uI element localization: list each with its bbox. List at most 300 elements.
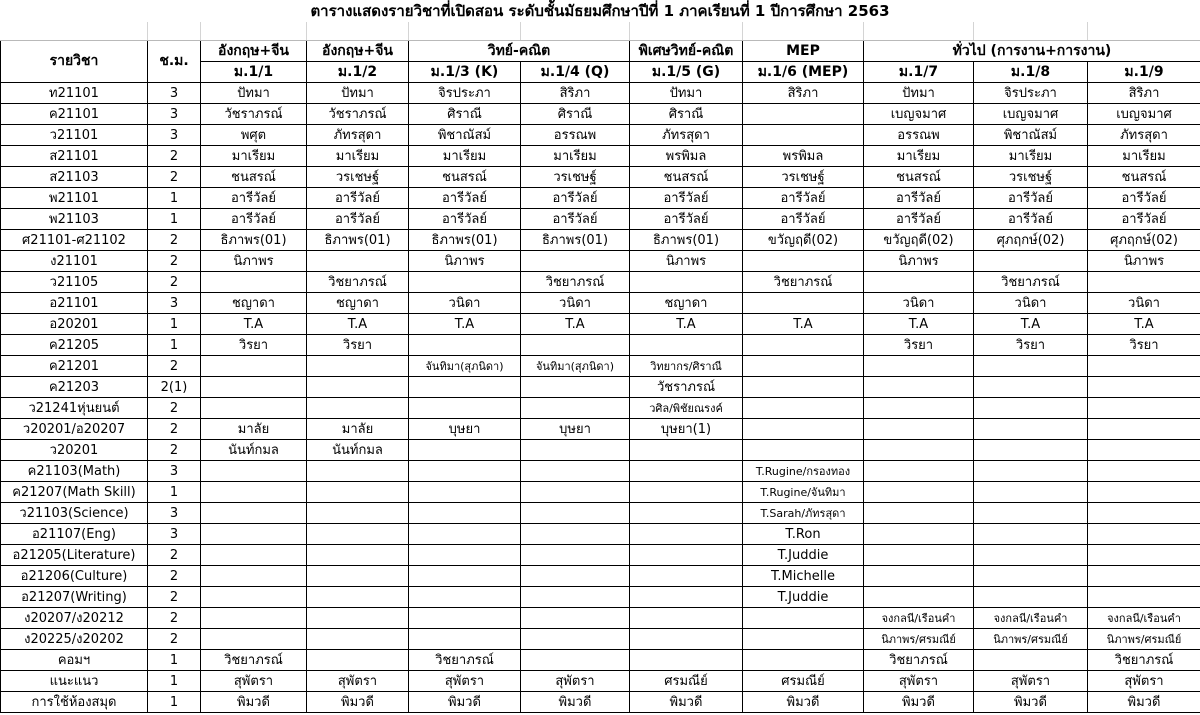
teacher-cell: ศิราณี (409, 104, 521, 125)
hours-cell: 2 (148, 440, 201, 461)
teacher-cell: วัชราภรณ์ (201, 104, 307, 125)
teacher-cell: อารีวัลย์ (307, 188, 409, 209)
teacher-cell: T.A (307, 314, 409, 335)
teacher-cell: นิภาพร/ศรมณีย์ (864, 629, 974, 650)
teacher-cell (201, 524, 307, 545)
teacher-cell (1088, 440, 1200, 461)
teacher-cell (201, 545, 307, 566)
table-row (1, 83, 1200, 104)
teacher-cell: พิมวดี (307, 692, 409, 713)
teacher-cell (974, 482, 1088, 503)
teacher-cell: T.A (521, 314, 630, 335)
hours-cell: 1 (148, 314, 201, 335)
subject-cell: พ21101 (1, 188, 148, 209)
teacher-cell (201, 608, 307, 629)
hours-cell: 1 (148, 482, 201, 503)
teacher-cell: ภัทรสุดา (630, 125, 743, 146)
teacher-cell: ชนสรณ์ (409, 167, 521, 188)
table-row (1, 251, 1200, 272)
hours-cell: 1 (148, 671, 201, 692)
hours-cell: 2 (148, 146, 201, 167)
teacher-cell: วิชยาภรณ์ (864, 650, 974, 671)
teacher-cell (864, 398, 974, 419)
teacher-cell: ชญาดา (307, 293, 409, 314)
teacher-cell: สุพัตรา (521, 671, 630, 692)
group-header: อังกฤษ+จีน (201, 41, 307, 62)
teacher-cell (864, 587, 974, 608)
teacher-cell (521, 377, 630, 398)
hours-cell: 1 (148, 209, 201, 230)
teacher-cell (521, 482, 630, 503)
subject-cell: อ21205(Literature) (1, 545, 148, 566)
teacher-cell: มาเรียม (521, 146, 630, 167)
teacher-cell (974, 440, 1088, 461)
teacher-cell: พิมวดี (521, 692, 630, 713)
teacher-cell: บุษยา(1) (630, 419, 743, 440)
subject-cell: การใช้ห้องสมุด (1, 692, 148, 713)
teacher-cell (521, 587, 630, 608)
teacher-cell (630, 629, 743, 650)
subject-cell: คอมฯ (1, 650, 148, 671)
hours-cell: 3 (148, 104, 201, 125)
class-header: ม.1/7 (864, 62, 974, 83)
teacher-cell (307, 461, 409, 482)
table-row (1, 125, 1200, 146)
hours-cell: 2 (148, 251, 201, 272)
teacher-cell: พรพิมล (743, 146, 864, 167)
teacher-cell (201, 566, 307, 587)
teacher-cell (521, 251, 630, 272)
teacher-cell: พิมวดี (201, 692, 307, 713)
teacher-cell (743, 125, 864, 146)
teacher-cell (743, 356, 864, 377)
subject-cell: ส21101 (1, 146, 148, 167)
teacher-cell: อารีวัลย์ (521, 188, 630, 209)
teacher-cell (864, 503, 974, 524)
teacher-cell (201, 398, 307, 419)
subject-cell: ส21103 (1, 167, 148, 188)
teacher-cell: T.Juddie (743, 587, 864, 608)
teacher-cell: มาเรียม (201, 146, 307, 167)
teacher-cell: วิรยา (307, 335, 409, 356)
table-row (1, 587, 1200, 608)
teacher-cell (974, 461, 1088, 482)
teacher-cell (409, 566, 521, 587)
teacher-cell (864, 419, 974, 440)
teacher-cell (409, 272, 521, 293)
teacher-cell: วิทยากร/ศิราณี (630, 356, 743, 377)
teacher-cell (201, 272, 307, 293)
teacher-cell (409, 503, 521, 524)
teacher-cell: อารีวัลย์ (974, 209, 1088, 230)
teacher-cell: ธิภาพร(01) (409, 230, 521, 251)
teacher-cell: วนิดา (1088, 293, 1200, 314)
teacher-cell: T.Michelle (743, 566, 864, 587)
teacher-cell (409, 608, 521, 629)
teacher-cell (307, 503, 409, 524)
hours-cell: 2 (148, 545, 201, 566)
teacher-cell (307, 251, 409, 272)
class-header: ม.1/9 (1088, 62, 1200, 83)
teacher-cell (743, 377, 864, 398)
teacher-cell: ชนสรณ์ (864, 167, 974, 188)
class-header: ม.1/5 (G) (630, 62, 743, 83)
teacher-cell (974, 251, 1088, 272)
subject-cell: ว21105 (1, 272, 148, 293)
teacher-cell: ภัทรสุดา (1088, 125, 1200, 146)
teacher-cell: พิมวดี (1088, 692, 1200, 713)
teacher-cell: วนิดา (864, 293, 974, 314)
hours-cell: 2 (148, 272, 201, 293)
teacher-cell (201, 377, 307, 398)
hours-cell: 1 (148, 692, 201, 713)
subject-cell: ท21101 (1, 83, 148, 104)
teacher-cell (1088, 461, 1200, 482)
teacher-cell (743, 293, 864, 314)
teacher-cell: สุพัตรา (409, 671, 521, 692)
teacher-cell (1088, 587, 1200, 608)
teacher-cell (307, 482, 409, 503)
teacher-cell: อารีวัลย์ (630, 188, 743, 209)
teacher-cell: พรพิมล (630, 146, 743, 167)
table-row (1, 545, 1200, 566)
teacher-cell (630, 587, 743, 608)
teacher-cell: จงกลนี/เรือนคำ (974, 608, 1088, 629)
subject-cell: ค21103(Math) (1, 461, 148, 482)
class-header: ม.1/3 (K) (409, 62, 521, 83)
subject-cell: ศ21101-ศ21102 (1, 230, 148, 251)
teacher-cell (409, 587, 521, 608)
table-row (1, 482, 1200, 503)
teacher-cell (409, 398, 521, 419)
teacher-cell (409, 461, 521, 482)
teacher-cell (1088, 482, 1200, 503)
table-row (1, 692, 1200, 713)
hours-cell: 2 (148, 398, 201, 419)
teacher-cell (974, 524, 1088, 545)
teacher-cell: สุพัตรา (307, 671, 409, 692)
teacher-cell (974, 545, 1088, 566)
subject-cell: ว21101 (1, 125, 148, 146)
teacher-cell: ภัทรสุดา (307, 125, 409, 146)
teacher-cell: จิรประภา (974, 83, 1088, 104)
teacher-cell (201, 482, 307, 503)
table-row (1, 209, 1200, 230)
teacher-cell (521, 524, 630, 545)
teacher-cell (864, 272, 974, 293)
teacher-cell: อารีวัลย์ (521, 209, 630, 230)
teacher-cell (409, 377, 521, 398)
hours-cell: 2 (148, 356, 201, 377)
teacher-cell (630, 440, 743, 461)
teacher-cell: พิมวดี (974, 692, 1088, 713)
teacher-cell: นิภาพร (409, 251, 521, 272)
teacher-cell: ชนสรณ์ (630, 167, 743, 188)
teacher-cell (974, 650, 1088, 671)
teacher-cell: จงกลนี/เรือนคำ (864, 608, 974, 629)
teacher-cell (864, 356, 974, 377)
table-row (1, 314, 1200, 335)
table-row (1, 167, 1200, 188)
teacher-cell (521, 545, 630, 566)
table-row (1, 671, 1200, 692)
teacher-cell: วศิล/พิชัยณรงค์ (630, 398, 743, 419)
subject-cell: ว21103(Science) (1, 503, 148, 524)
teacher-cell (1088, 524, 1200, 545)
group-header: ทั่วไป (การงาน+การงาน) (864, 41, 1200, 62)
table-row (1, 566, 1200, 587)
teacher-cell: ศรมณีย์ (743, 671, 864, 692)
teacher-cell (974, 398, 1088, 419)
teacher-cell: บุษยา (521, 419, 630, 440)
hours-cell: 3 (148, 293, 201, 314)
teacher-cell: จันทิมา(สุภนิดา) (409, 356, 521, 377)
table-row (1, 356, 1200, 377)
hours-cell: 2 (148, 566, 201, 587)
teacher-cell: สิริภา (521, 83, 630, 104)
teacher-cell: ศิราณี (521, 104, 630, 125)
subject-cell: อ21107(Eng) (1, 524, 148, 545)
teacher-cell (201, 461, 307, 482)
teacher-cell: อารีวัลย์ (1088, 188, 1200, 209)
subject-cell: ง21101 (1, 251, 148, 272)
teacher-cell: T.A (864, 314, 974, 335)
teacher-cell (1088, 272, 1200, 293)
teacher-cell: เบญจมาศ (974, 104, 1088, 125)
teacher-cell: นิภาพร (201, 251, 307, 272)
teacher-cell (743, 419, 864, 440)
teacher-cell: วิรยา (201, 335, 307, 356)
hours-cell: 3 (148, 125, 201, 146)
hours-cell: 2 (148, 230, 201, 251)
teacher-cell: พิชาณัสม์ (409, 125, 521, 146)
teacher-cell: อารีวัลย์ (409, 209, 521, 230)
subject-cell: ค21203 (1, 377, 148, 398)
teacher-cell: นิภาพร (864, 251, 974, 272)
teacher-cell (630, 503, 743, 524)
class-header: ม.1/4 (Q) (521, 62, 630, 83)
teacher-cell: วนิดา (409, 293, 521, 314)
table-row (1, 398, 1200, 419)
hours-cell: 3 (148, 461, 201, 482)
teacher-cell: จิรประภา (409, 83, 521, 104)
teacher-cell: วนิดา (521, 293, 630, 314)
table-row (1, 335, 1200, 356)
group-header: พิเศษวิทย์-คณิต (630, 41, 743, 62)
teacher-cell (630, 461, 743, 482)
teacher-cell (201, 356, 307, 377)
teacher-cell (630, 608, 743, 629)
teacher-cell (743, 335, 864, 356)
subject-cell: แนะแนว (1, 671, 148, 692)
subject-cell: อ21101 (1, 293, 148, 314)
blank-row (1, 22, 1200, 41)
teacher-cell (630, 566, 743, 587)
teacher-cell: วิรยา (974, 335, 1088, 356)
teacher-cell: T.Rugine/กรองทอง (743, 461, 864, 482)
table-row (1, 524, 1200, 545)
teacher-cell: วิชยาภรณ์ (743, 272, 864, 293)
teacher-cell: อารีวัลย์ (864, 188, 974, 209)
teacher-cell (974, 566, 1088, 587)
teacher-cell (521, 440, 630, 461)
class-header: ม.1/6 (MEP) (743, 62, 864, 83)
table-row (1, 104, 1200, 125)
teacher-cell: ขวัญฤดี(02) (864, 230, 974, 251)
teacher-cell (521, 566, 630, 587)
teacher-cell: ปัทมา (201, 83, 307, 104)
teacher-cell (521, 461, 630, 482)
teacher-cell: ธิภาพร(01) (630, 230, 743, 251)
teacher-cell: ธิภาพร(01) (521, 230, 630, 251)
teacher-cell: อารีวัลย์ (307, 209, 409, 230)
teacher-cell (630, 524, 743, 545)
teacher-cell: นิภาพร/ศรมณีย์ (1088, 629, 1200, 650)
subject-cell: อ21207(Writing) (1, 587, 148, 608)
teacher-cell: วรเชษฐ์ (521, 167, 630, 188)
teacher-cell (521, 503, 630, 524)
teacher-cell (1088, 503, 1200, 524)
teacher-cell: อารีวัลย์ (864, 209, 974, 230)
teacher-cell: วัชราภรณ์ (630, 377, 743, 398)
teacher-cell: สุพัตรา (974, 671, 1088, 692)
teacher-cell: ชญาดา (630, 293, 743, 314)
teacher-cell: พิมวดี (409, 692, 521, 713)
subject-cell: ว21241หุ่นยนต์ (1, 398, 148, 419)
teacher-cell: ธิภาพร(01) (307, 230, 409, 251)
teacher-cell (521, 608, 630, 629)
class-header: ม.1/8 (974, 62, 1088, 83)
table-row (1, 146, 1200, 167)
teacher-cell (974, 377, 1088, 398)
teacher-cell (864, 566, 974, 587)
teacher-cell (864, 440, 974, 461)
class-header: ม.1/2 (307, 62, 409, 83)
table-row (1, 461, 1200, 482)
teacher-cell: อรรณพ (864, 125, 974, 146)
teacher-cell (409, 629, 521, 650)
teacher-cell (864, 524, 974, 545)
subject-cell: ค21205 (1, 335, 148, 356)
teacher-cell: สุพัตรา (864, 671, 974, 692)
table-row (1, 440, 1200, 461)
teacher-cell (743, 629, 864, 650)
teacher-cell (630, 545, 743, 566)
table-row (1, 419, 1200, 440)
teacher-cell: พิชาณัสม์ (974, 125, 1088, 146)
teacher-cell: นันท์กมล (201, 440, 307, 461)
teacher-cell (1088, 419, 1200, 440)
teacher-cell: ศิราณี (630, 104, 743, 125)
teacher-cell: มาลัย (201, 419, 307, 440)
subject-cell: ค21207(Math Skill) (1, 482, 148, 503)
teacher-cell (307, 587, 409, 608)
teacher-cell (1088, 545, 1200, 566)
teacher-cell: พิมวดี (864, 692, 974, 713)
teacher-cell (409, 482, 521, 503)
teacher-cell (864, 461, 974, 482)
teacher-cell: นิภาพร (1088, 251, 1200, 272)
teacher-cell: อารีวัลย์ (201, 188, 307, 209)
hours-cell: 2 (148, 587, 201, 608)
teacher-cell (307, 398, 409, 419)
teacher-cell (974, 419, 1088, 440)
hours-cell: 3 (148, 524, 201, 545)
subject-cell: พ21103 (1, 209, 148, 230)
teacher-cell: วรเชษฐ์ (307, 167, 409, 188)
teacher-cell (974, 587, 1088, 608)
teacher-cell (1088, 356, 1200, 377)
teacher-cell: มาเรียม (864, 146, 974, 167)
teacher-cell (307, 545, 409, 566)
teacher-cell (307, 608, 409, 629)
teacher-cell: บุษยา (409, 419, 521, 440)
teacher-cell (630, 650, 743, 671)
teacher-cell (1088, 398, 1200, 419)
teacher-cell: วิชยาภรณ์ (201, 650, 307, 671)
teacher-cell: ศรมณีย์ (630, 671, 743, 692)
teacher-cell: T.Rugine/จันทิมา (743, 482, 864, 503)
teacher-cell: อารีวัลย์ (743, 209, 864, 230)
teacher-cell: วัชราภรณ์ (307, 104, 409, 125)
teacher-cell: พศุต (201, 125, 307, 146)
teacher-cell (743, 440, 864, 461)
teacher-cell (409, 440, 521, 461)
teacher-cell: พิมวดี (630, 692, 743, 713)
teacher-cell: อารีวัลย์ (201, 209, 307, 230)
teacher-cell: ชญาดา (201, 293, 307, 314)
teacher-cell: วิชยาภรณ์ (1088, 650, 1200, 671)
table-row (1, 377, 1200, 398)
teacher-cell (974, 356, 1088, 377)
teacher-cell: อารีวัลย์ (630, 209, 743, 230)
teacher-cell (743, 650, 864, 671)
teacher-cell (743, 608, 864, 629)
teacher-cell (201, 629, 307, 650)
table-row (1, 293, 1200, 314)
hours-cell: 3 (148, 83, 201, 104)
teacher-cell (201, 503, 307, 524)
teacher-cell: เบญจมาศ (1088, 104, 1200, 125)
teacher-cell: อารีวัลย์ (409, 188, 521, 209)
hours-cell: 2 (148, 608, 201, 629)
subject-cell: อ21206(Culture) (1, 566, 148, 587)
teacher-cell: จงกลนี/เรือนคำ (1088, 608, 1200, 629)
teacher-cell (1088, 566, 1200, 587)
hours-cell: 1 (148, 188, 201, 209)
teacher-cell (974, 503, 1088, 524)
subject-cell: อ20201 (1, 314, 148, 335)
teacher-cell: นิภาพร/ศรมณีย์ (974, 629, 1088, 650)
teacher-cell: T.Ron (743, 524, 864, 545)
table-row (1, 608, 1200, 629)
teacher-cell (409, 335, 521, 356)
teacher-cell (307, 356, 409, 377)
subject-cell: ว20201/อ20207 (1, 419, 148, 440)
teacher-cell: วิรยา (864, 335, 974, 356)
teacher-cell: อารีวัลย์ (974, 188, 1088, 209)
page-title: ตารางแสดงรายวิชาที่เปิดสอน ระดับชั้นมัธยมศึกษาปีที่ 1 ภาคเรียนที่ 1 ปีการศึกษา 2563 (310, 2, 890, 20)
teacher-cell (743, 104, 864, 125)
teacher-cell (307, 377, 409, 398)
table-row (1, 272, 1200, 293)
teacher-cell (864, 482, 974, 503)
teacher-cell: ปัทมา (307, 83, 409, 104)
teacher-cell: วิชยาภรณ์ (974, 272, 1088, 293)
table-row (1, 650, 1200, 671)
teacher-cell (307, 566, 409, 587)
teacher-cell: สุพัตรา (201, 671, 307, 692)
